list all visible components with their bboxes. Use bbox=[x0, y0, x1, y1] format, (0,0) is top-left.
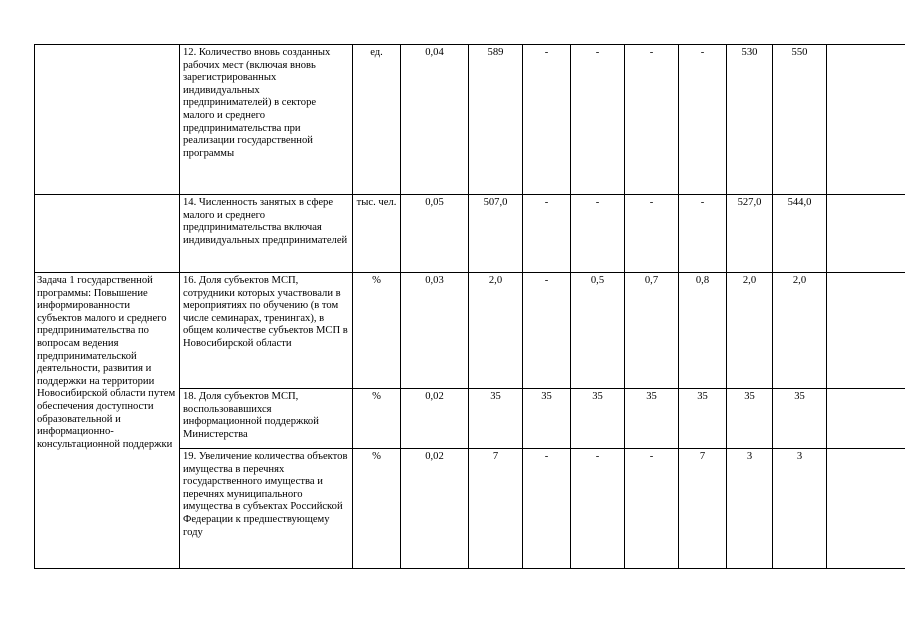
value-cell: - bbox=[523, 449, 571, 569]
weight-cell: 0,02 bbox=[401, 449, 469, 569]
indicator-name: 16. Доля субъектов МСП, сотрудники которых участвовали в мероприятиях по обучению (в том числе семинарах, тренингах), в общем количестве субъектов МСП в Новосибирской области bbox=[180, 273, 353, 389]
value-cell bbox=[827, 45, 905, 195]
value-cell: - bbox=[571, 195, 625, 273]
value-cell: - bbox=[679, 45, 727, 195]
table-row bbox=[35, 273, 905, 389]
value-cell: 544,0 bbox=[773, 195, 827, 273]
value-cell: 7 bbox=[469, 449, 523, 569]
value-cell: - bbox=[523, 45, 571, 195]
value-cell: 3 bbox=[727, 449, 773, 569]
value-cell: 35 bbox=[523, 389, 571, 449]
table-row bbox=[35, 195, 905, 273]
value-cell: - bbox=[625, 449, 679, 569]
value-cell: 35 bbox=[469, 389, 523, 449]
value-cell bbox=[827, 389, 905, 449]
value-cell: 507,0 bbox=[469, 195, 523, 273]
value-cell: 35 bbox=[773, 389, 827, 449]
value-cell: 2,0 bbox=[469, 273, 523, 389]
task-cell-empty bbox=[35, 195, 180, 273]
value-cell: - bbox=[571, 45, 625, 195]
weight-cell: 0,02 bbox=[401, 389, 469, 449]
indicators-table bbox=[34, 44, 905, 569]
indicator-name: 19. Увеличение количества объектов имущества в перечнях государственного имущества и перечнях муниципального имущества в субъектах Российской Федерации к предшествующему году bbox=[180, 449, 353, 569]
value-cell: 3 bbox=[773, 449, 827, 569]
value-cell: 0,5 bbox=[571, 273, 625, 389]
weight-cell: 0,05 bbox=[401, 195, 469, 273]
value-cell: 0,7 bbox=[625, 273, 679, 389]
value-cell: 35 bbox=[571, 389, 625, 449]
value-cell: 0,8 bbox=[679, 273, 727, 389]
value-cell: - bbox=[625, 195, 679, 273]
value-cell: 35 bbox=[727, 389, 773, 449]
value-cell: 550 bbox=[773, 45, 827, 195]
value-cell: 2,0 bbox=[773, 273, 827, 389]
unit-cell: % bbox=[353, 273, 401, 389]
value-cell: 35 bbox=[625, 389, 679, 449]
unit-cell: % bbox=[353, 389, 401, 449]
value-cell: 2,0 bbox=[727, 273, 773, 389]
value-cell: 530 bbox=[727, 45, 773, 195]
value-cell: 35 bbox=[679, 389, 727, 449]
value-cell: - bbox=[571, 449, 625, 569]
table-row bbox=[35, 45, 905, 195]
unit-cell: ед. bbox=[353, 45, 401, 195]
indicator-name: 18. Доля субъектов МСП, воспользовавшихся информационной поддержкой Министерства bbox=[180, 389, 353, 449]
value-cell: - bbox=[679, 195, 727, 273]
value-cell: 7 bbox=[679, 449, 727, 569]
indicator-name: 12. Количество вновь созданных рабочих мест (включая вновь зарегистрированных индивидуальных предпринимателей) в секторе малого и среднего предпринимательства при реализации государственной программы bbox=[180, 45, 353, 195]
value-cell: - bbox=[523, 273, 571, 389]
value-cell bbox=[827, 195, 905, 273]
indicator-name: 14. Численность занятых в сфере малого и среднего предпринимательства включая индивидуальных предпринимателей bbox=[180, 195, 353, 273]
value-cell bbox=[827, 449, 905, 569]
value-cell: 527,0 bbox=[727, 195, 773, 273]
value-cell: - bbox=[625, 45, 679, 195]
value-cell: - bbox=[523, 195, 571, 273]
task-cell-empty bbox=[35, 45, 180, 195]
weight-cell: 0,03 bbox=[401, 273, 469, 389]
task-description: Задача 1 государственной программы: Повышение информированности субъектов малого и среднего предпринимательства по вопросам ведения предпринимательской деятельности, развития и поддержки на территории Новосибирской области путем обеспечения доступности образовательной и информационно-консультационной поддержки bbox=[35, 273, 180, 569]
value-cell bbox=[827, 273, 905, 389]
value-cell: 589 bbox=[469, 45, 523, 195]
weight-cell: 0,04 bbox=[401, 45, 469, 195]
unit-cell: тыс. чел. bbox=[353, 195, 401, 273]
unit-cell: % bbox=[353, 449, 401, 569]
